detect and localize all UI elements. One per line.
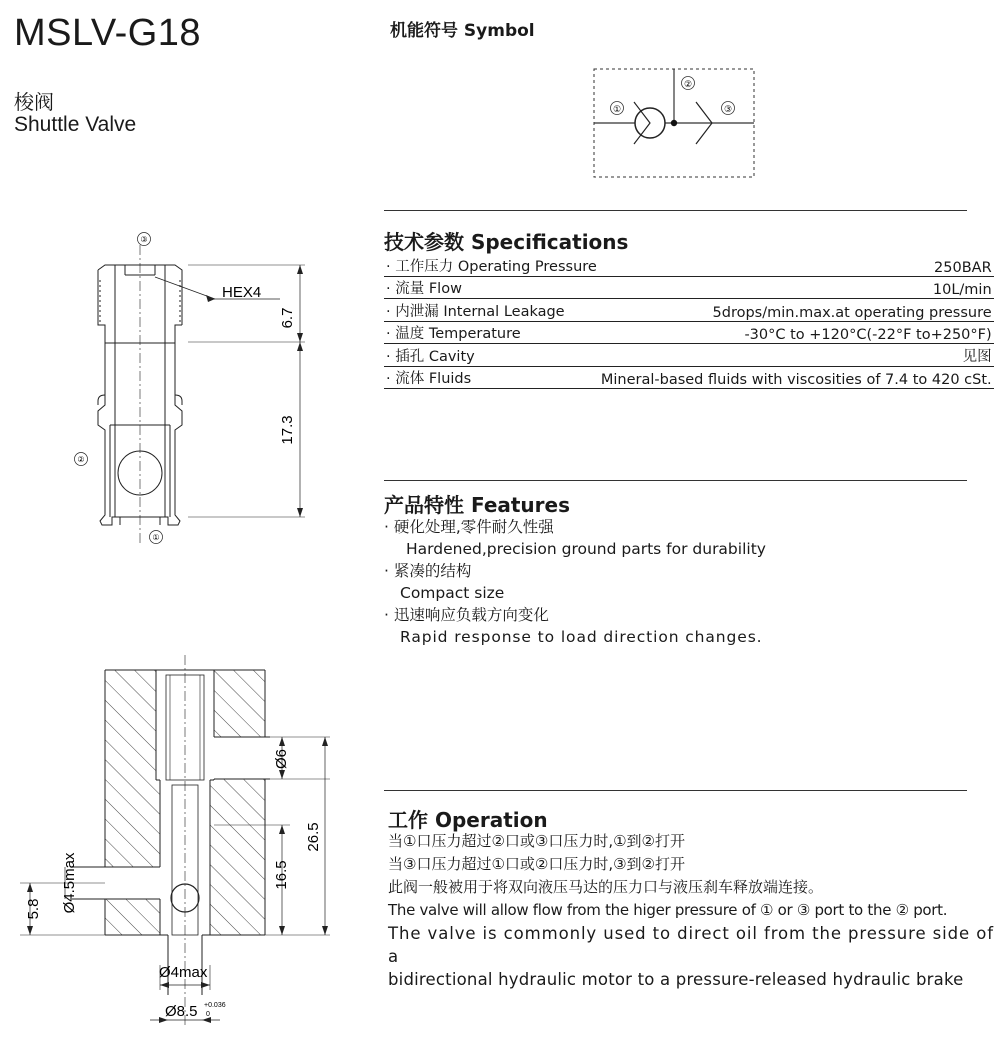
specifications-title: 技术参数 Specifications (384, 230, 629, 254)
hex-label: HEX4 (222, 284, 262, 301)
symbol-port-1: ① (612, 104, 622, 114)
tol-upper: +0.036 (204, 1002, 226, 1009)
operation-line: 当①口压力超过②口或③口压力时,①到②打开 (388, 832, 686, 850)
specifications-table (384, 254, 994, 389)
table-row (384, 366, 994, 389)
operation-line: The valve will allow flow from the higer pressure of ① or ③ port to the ② port. (388, 901, 948, 919)
operation-line: 当③口压力超过①口或②口压力时,③到②打开 (388, 855, 686, 873)
table-row (384, 344, 994, 367)
hydraulic-symbol (590, 64, 760, 184)
features-list (384, 516, 766, 648)
list-item: · 紧凑的结构 (384, 562, 472, 580)
drawing-port-2: ② (77, 455, 85, 464)
tol-lower: 0 (206, 1011, 210, 1018)
operation-title: 工作 Operation (388, 808, 548, 832)
spec-value: 10L/min (599, 276, 994, 299)
dim-6: Ø6 (273, 748, 290, 770)
dim-5-8: 5.8 (25, 898, 42, 920)
divider (384, 790, 967, 791)
spec-value: Mineral-based fluids with viscosities of 7.4 to 420 cSt. (599, 366, 994, 389)
table-row (384, 299, 994, 322)
spec-label: · 内泄漏 Internal Leakage (384, 299, 599, 322)
table-row (384, 276, 994, 299)
spec-value: 见图 (599, 344, 994, 367)
dim-4max: Ø4max (159, 964, 208, 981)
dim-8-5: Ø8.5 (165, 1003, 198, 1020)
divider (384, 210, 967, 211)
dim-26-5: 26.5 (305, 822, 322, 852)
drawing-port-1: ① (152, 533, 160, 542)
operation-line: The valve is commonly used to direct oil from the pressure side of a (388, 924, 994, 966)
dim-4-5max: Ø4.5max (61, 852, 78, 914)
symbol-title: 机能符号 Symbol (390, 21, 535, 41)
table-row (384, 254, 994, 276)
spec-value: 250BAR (599, 254, 994, 276)
dim-16-5: 16.5 (273, 860, 290, 890)
list-item: · 硬化处理,零件耐久性强 (384, 518, 554, 536)
divider (384, 480, 967, 481)
spec-label: · 工作压力 Operating Pressure (384, 254, 599, 276)
cavity-drawing (20, 655, 340, 1030)
spec-label: · 流量 Flow (384, 276, 599, 299)
drawing-port-3: ③ (140, 235, 148, 244)
operation-line: 此阀一般被用于将双向液压马达的压力口与液压刹车释放端连接。 (388, 878, 824, 896)
spec-label: · 温度 Temperature (384, 321, 599, 344)
list-item: Rapid response to load direction changes. (400, 628, 763, 646)
symbol-port-3: ③ (723, 104, 733, 114)
list-item: · 迅速响应负载方向变化 (384, 606, 549, 624)
dim-17-3: 17.3 (279, 415, 296, 445)
product-name-cn: 梭阀 (14, 90, 54, 114)
features-title: 产品特性 Features (384, 493, 571, 517)
spec-label: · 流体 Fluids (384, 366, 599, 389)
dim-6-7: 6.7 (279, 307, 296, 329)
spec-label: · 插孔 Cavity (384, 344, 599, 367)
spec-value: -30°C to +120°C(-22°F to+250°F) (599, 321, 994, 344)
model-title: MSLV-G18 (14, 12, 202, 54)
table-row (384, 321, 994, 344)
spec-value: 5drops/min.max.at operating pressure (599, 299, 994, 322)
list-item: Compact size (400, 584, 505, 602)
valve-drawing (60, 225, 320, 555)
operation-text (388, 830, 1000, 991)
operation-line: bidirectional hydraulic motor to a pressure-released hydraulic brake (388, 970, 964, 989)
product-name-en: Shuttle Valve (14, 113, 137, 136)
list-item: Hardened,precision ground parts for durability (406, 540, 766, 558)
symbol-port-2: ② (683, 79, 693, 89)
